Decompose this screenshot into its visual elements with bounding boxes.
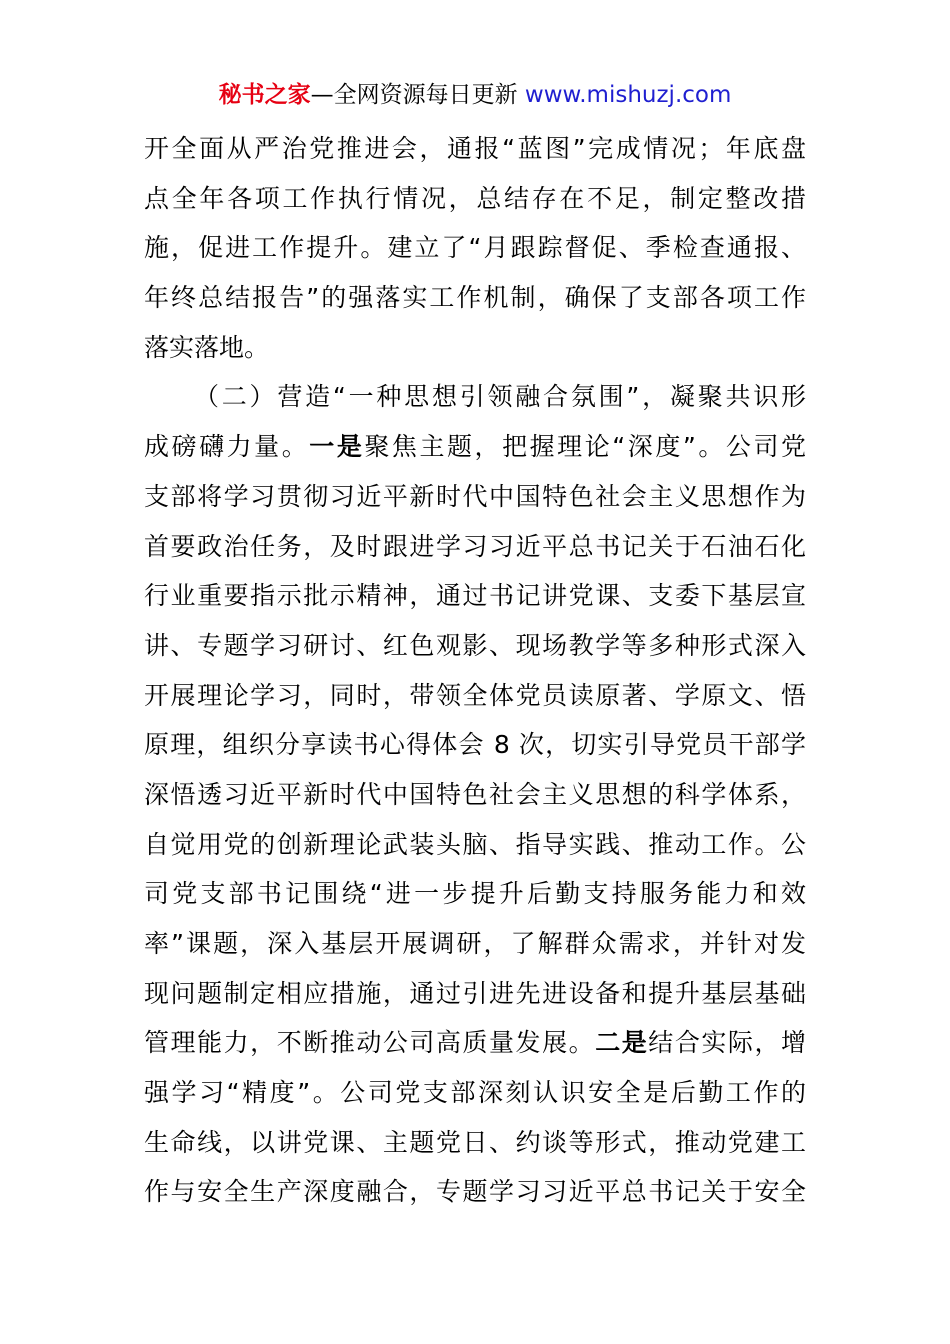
text-segment: 原理，组织分享读书心得体会 8 次，切实引导党员干部学 [144, 730, 806, 760]
text-segment: 成磅礴力量。 [144, 432, 310, 462]
text-segment: 点全年各项工作执行情况，总结存在不足，制定整改措 [144, 183, 806, 213]
text-segment: 落实落地。 [144, 332, 270, 362]
text-line [144, 720, 806, 770]
page-header [0, 78, 950, 112]
text-line [144, 919, 806, 969]
text-segment: 强学习“精度”。公司党支部深刻认识安全是后勤工作的 [144, 1078, 806, 1108]
text-segment: 施，促进工作提升。建立了“月跟踪督促、季检查通报、 [144, 233, 806, 263]
text-line [144, 273, 806, 323]
text-line [144, 472, 806, 522]
site-tagline: —全网资源每日更新 [310, 82, 518, 108]
site-brand: 秘书之家 [218, 82, 311, 108]
text-line [144, 1167, 806, 1217]
text-segment: 支部将学习贯彻习近平新时代中国特色社会主义思想作为 [144, 481, 806, 511]
text-segment: 讲、专题学习研讨、红色观影、现场教学等多种形式深入 [144, 630, 806, 660]
text-line [144, 223, 806, 273]
text-line [144, 174, 806, 224]
text-line [144, 820, 806, 870]
text-segment: 聚焦主题，把握理论“深度”。公司党 [364, 432, 806, 462]
text-line [144, 522, 806, 572]
text-line [144, 571, 806, 621]
text-line [144, 621, 806, 671]
site-url-link[interactable]: www.mishuzj.com [524, 82, 732, 108]
text-segment: 结合实际，增 [648, 1028, 806, 1058]
text-line [144, 1118, 806, 1168]
text-segment: 作与安全生产深度融合，专题学习习近平总书记关于安全 [144, 1177, 806, 1207]
text-segment: 年终总结报告”的强落实工作机制，确保了支部各项工作 [144, 283, 806, 313]
document-body [144, 124, 806, 1217]
text-line [144, 422, 806, 472]
text-line [144, 969, 806, 1019]
text-line [144, 323, 806, 373]
text-line [144, 1018, 806, 1068]
text-line [144, 671, 806, 721]
text-segment: 行业重要指示批示精神，通过书记讲党课、支委下基层宣 [144, 581, 806, 611]
bold-text-segment: 二是 [595, 1028, 649, 1058]
bold-text-segment: 一是 [309, 432, 365, 462]
text-segment: 自觉用党的创新理论武装头脑、指导实践、推动工作。公 [144, 829, 806, 859]
text-segment: 生命线，以讲党课、主题党日、约谈等形式，推动党建工 [144, 1127, 806, 1157]
text-segment: 深悟透习近平新时代中国特色社会主义思想的科学体系， [144, 779, 806, 809]
text-segment: 率”课题，深入基层开展调研，了解群众需求，并针对发 [144, 929, 806, 958]
text-segment: 司党支部书记围绕“进一步提升后勤支持服务能力和效 [144, 879, 806, 909]
text-segment: 管理能力，不断推动公司高质量发展。 [144, 1028, 596, 1058]
text-line [144, 372, 806, 422]
text-line [144, 1068, 806, 1118]
text-line [144, 869, 806, 919]
text-line [144, 770, 806, 820]
text-segment: 现问题制定相应措施，通过引进先进设备和提升基层基础 [144, 978, 806, 1008]
text-segment: 开展理论学习，同时，带领全体党员读原著、学原文、悟 [144, 680, 806, 710]
text-segment: 首要政治任务，及时跟进学习习近平总书记关于石油石化 [144, 531, 806, 561]
text-segment: （二）营造“一种思想引领融合氛围”，凝聚共识形 [194, 382, 806, 412]
text-segment: 开全面从严治党推进会，通报“蓝图”完成情况；年底盘 [144, 134, 806, 163]
text-line [144, 124, 806, 174]
